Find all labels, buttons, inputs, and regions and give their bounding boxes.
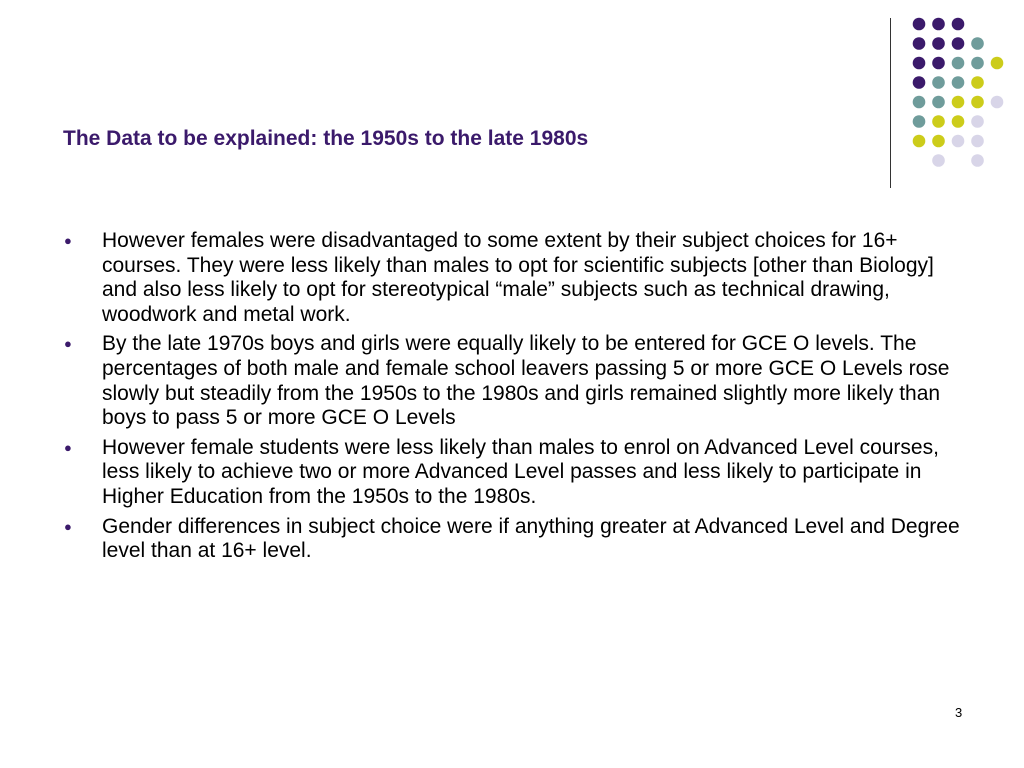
bullet-item xyxy=(62,515,962,564)
decorative-dot xyxy=(932,76,945,89)
bullet-item xyxy=(62,229,962,327)
decorative-dot xyxy=(952,115,965,128)
bullet-dot-icon: ● xyxy=(64,439,72,455)
bullet-item xyxy=(62,436,962,510)
decorative-dot xyxy=(932,96,945,109)
decorative-dot xyxy=(932,37,945,50)
bullet-text: However female students were less likely than males to enrol on Advanced Level courses, less likely to achieve two or more Advanced Level passes and less likely to participate in Higher Education from the 1950s to the 1980s. xyxy=(102,435,939,508)
slide-number: 3 xyxy=(955,705,963,720)
decorative-dot xyxy=(952,135,965,148)
decorative-dot xyxy=(913,115,926,128)
bullet-dot-icon: ● xyxy=(64,518,72,534)
decorative-dot xyxy=(971,115,984,128)
decorative-dot xyxy=(913,76,926,89)
slide-title: The Data to be explained: the 1950s to the late 1980s xyxy=(63,127,589,150)
decorative-dot xyxy=(952,76,965,89)
bullet-text: By the late 1970s boys and girls were equally likely to be entered for GCE O levels. The percentages of both male and female school leavers passing 5 or more GCE O Levels rose slowly but steadily from the 1950s to the 1980s and girls remained slightly more likely than boys to pass 5 or more GCE O Levels xyxy=(102,332,950,430)
decorative-dot xyxy=(971,57,984,70)
decorative-dot xyxy=(952,18,965,31)
decorative-dot xyxy=(971,135,984,148)
decorative-dot xyxy=(991,96,1004,109)
decorative-dot xyxy=(932,18,945,31)
decorative-dot xyxy=(932,154,945,167)
decorative-dot xyxy=(913,135,926,148)
decorative-vertical-rule xyxy=(890,18,891,188)
decorative-dot xyxy=(952,37,965,50)
bullet-dot-icon: ● xyxy=(64,233,72,248)
decorative-dot xyxy=(932,115,945,128)
decorative-dot xyxy=(913,37,926,50)
decorative-dot xyxy=(971,154,984,167)
decorative-dot xyxy=(991,57,1004,70)
decorative-dot xyxy=(913,57,926,70)
decorative-dot xyxy=(971,76,984,89)
bullet-dot-icon: ● xyxy=(64,336,72,352)
bullet-list xyxy=(62,229,962,569)
decorative-dot xyxy=(952,96,965,109)
bullet-item xyxy=(62,332,962,430)
decorative-dot-pattern xyxy=(0,0,1024,200)
bullet-text: Gender differences in subject choice were if anything greater at Advanced Level and Degree level than at 16+ level. xyxy=(102,514,960,563)
decorative-dot xyxy=(932,57,945,70)
decorative-dot xyxy=(913,18,926,31)
decorative-dot xyxy=(952,57,965,70)
bullet-text: However females were disadvantaged to some extent by their subject choices for 16+ courses. They were less likely than males to opt for scientific subjects [other than Biology] and also less likely to opt for stereotypical “male” subjects such as technical drawing, woodwork and metal work. xyxy=(102,229,934,326)
decorative-dot xyxy=(932,135,945,148)
decorative-dot xyxy=(971,37,984,50)
decorative-dot xyxy=(971,96,984,109)
decorative-dot xyxy=(913,96,926,109)
